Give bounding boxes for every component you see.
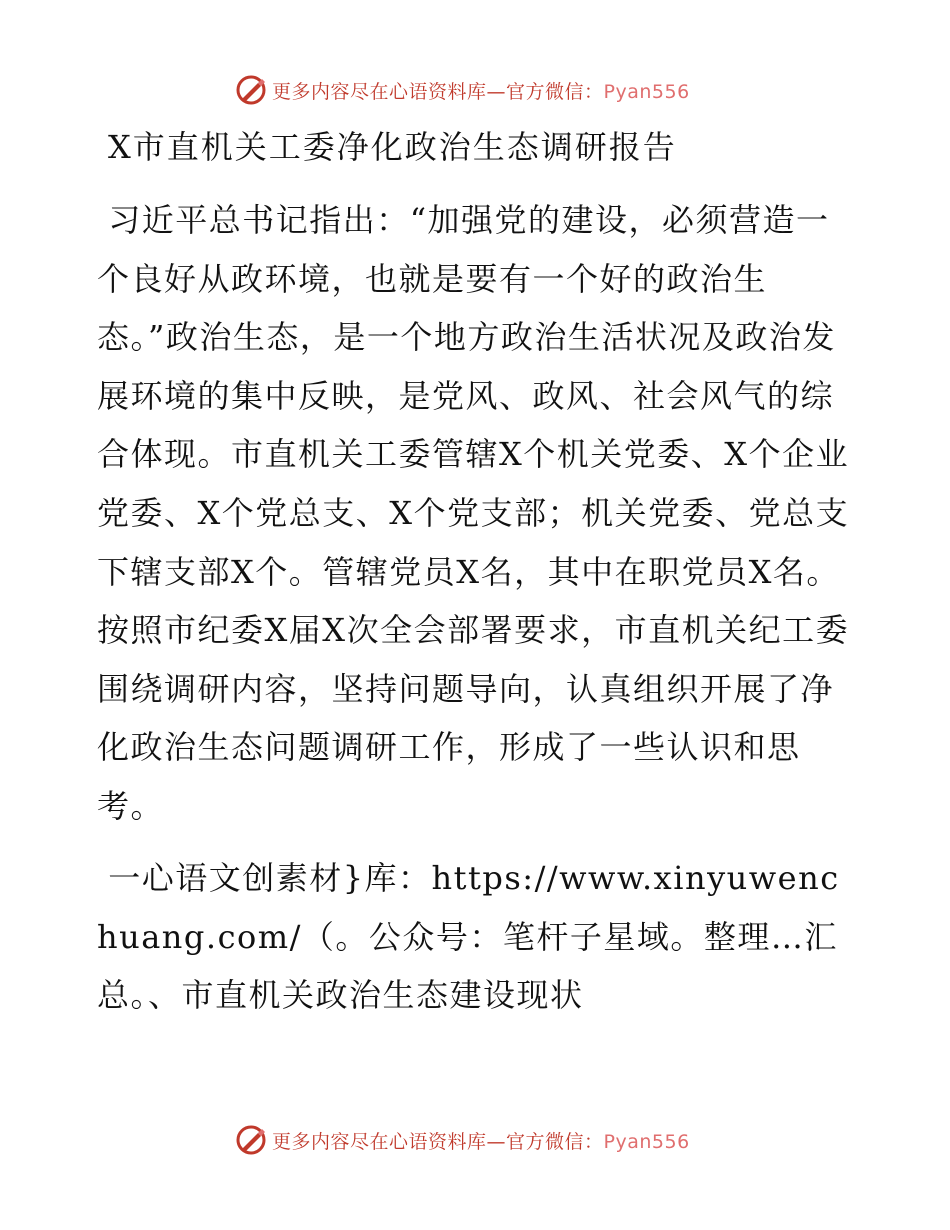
watermark-header	[234, 70, 690, 110]
pen-logo-icon	[234, 1123, 268, 1157]
watermark-text: 更多内容尽在心语资料库—官方微信：Pyan556	[272, 80, 690, 103]
document-paragraph: 习近平总书记指出：“加强党的建设，必须营造一个良好从政环境，也就是要有一个好的政治生态。”政治生态，是一个地方政治生活状况及政治发展环境的集中反映，是党风、政风、社会风气的综合体现。市直机关工委管辖X个机关党委、X个企业党委、X个党总支、X个党支部；机关党委、党总支下辖支部X个。管辖党员X名，其中在职党员X名。按照市纪委X届X次全会部署要求，市直机关纪工委围绕调研内容，坚持问题导向，认真组织开展了净化政治生态问题调研工作，形成了一些认识和思考。	[97, 201, 850, 825]
watermark-handle: Pyan556	[603, 80, 690, 103]
watermark-handle: Pyan556	[603, 1130, 690, 1153]
watermark-footer	[234, 1120, 690, 1160]
watermark-text: 更多内容尽在心语资料库—官方微信：Pyan556	[272, 1130, 690, 1153]
document-title: X市直机关工委净化政治生态调研报告	[108, 128, 677, 166]
pen-logo-icon	[234, 73, 268, 107]
document-paragraph: 一心语文创素材}库：https://www.xinyuwenchuang.com/（。公众号：笔杆子星域。整理…汇总。、市直机关政治生态建设现状	[97, 859, 840, 1015]
